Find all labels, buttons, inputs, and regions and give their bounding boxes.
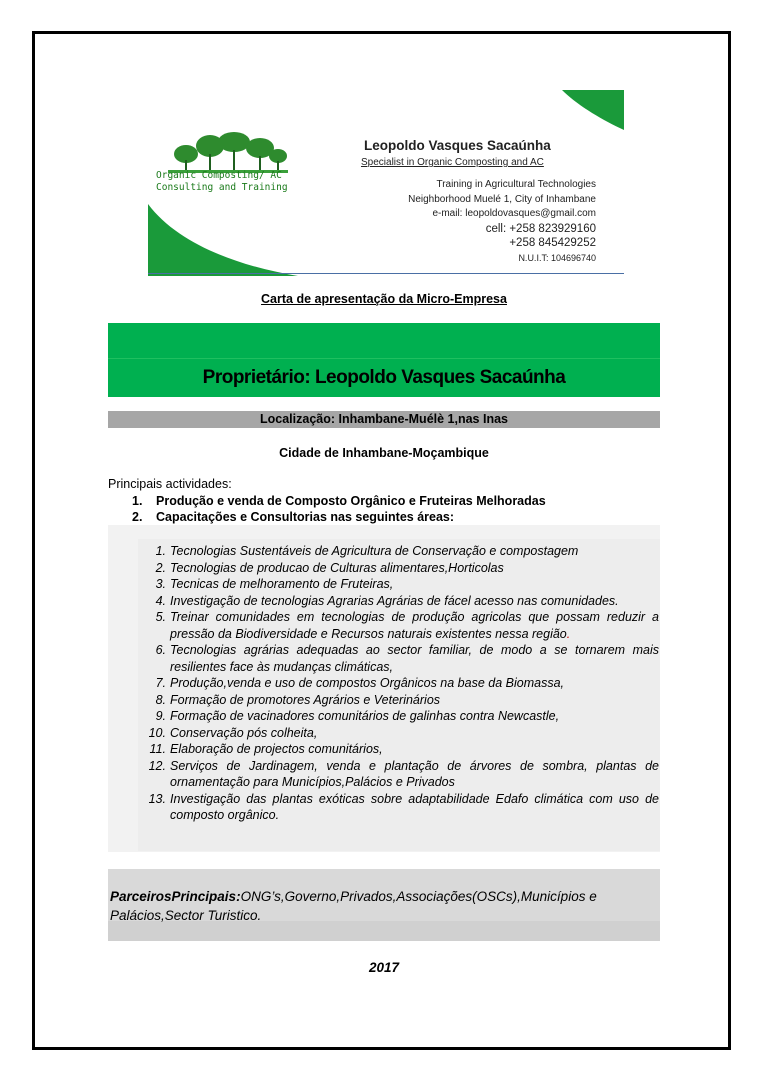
list-item <box>108 493 546 509</box>
list-item <box>138 560 659 577</box>
list-text: Treinar comunidades em tecnologias de produção agricolas que possam reduzir a pressão da Biodiversidade e Recursos naturais existentes nessa região <box>170 610 659 641</box>
card-contact-info <box>408 178 596 265</box>
card-email: e-mail: leopoldovasques@gmail.com <box>432 208 596 219</box>
org-line-2: Consulting and Training <box>156 182 288 193</box>
partners-list: ONG’s,Governo,Privados,Associações(OSCs),Municípios e Palácios,Sector Turistico. <box>110 889 597 923</box>
list-text: Conservação pós colheita, <box>170 725 318 740</box>
list-item <box>138 791 659 824</box>
card-training: Training in Agricultural Technologies <box>436 179 596 190</box>
list-item <box>138 675 659 692</box>
card-specialty: Specialist in Organic Composting and AC <box>361 157 544 168</box>
owner-banner <box>108 323 660 397</box>
list-number: 9. <box>155 709 166 723</box>
list-text: Formação de vacinadores comunitários de galinhas contra Newcastle, <box>170 709 560 723</box>
list-item <box>138 642 659 675</box>
list-number: 1. <box>132 494 143 508</box>
org-line-1: Organic Composting/ AC <box>156 170 282 181</box>
green-corner-decoration <box>562 90 624 130</box>
main-activities-list <box>108 493 546 525</box>
list-text: Investigação das plantas exóticas sobre adaptabilidade Edafo climática com uso de composto orgânico. <box>170 791 659 822</box>
list-number: 6. <box>155 643 166 657</box>
document-year: 2017 <box>368 960 400 975</box>
list-number: 12. <box>148 758 166 773</box>
card-cell-1: cell: +258 823929160 <box>485 222 596 235</box>
list-text: Capacitações e Consultorias nas seguintes áreas: <box>156 510 455 524</box>
card-cell-2: +258 845429252 <box>509 237 596 249</box>
list-text: Produção e venda de Composto Orgânico e Fruteiras Melhoradas <box>156 494 546 508</box>
list-text-tail: . <box>566 626 571 641</box>
list-number: 13. <box>148 791 166 806</box>
list-number: 3. <box>155 577 166 591</box>
partners-label: ParceirosPrincipais: <box>110 889 241 904</box>
list-text: Tecnologias Sustentáveis de Agricultura de Conservação e compostagem <box>170 544 579 558</box>
list-text: Formação de promotores Agrários e Veterinários <box>170 692 441 707</box>
partners-text <box>110 887 658 925</box>
list-number: 2. <box>132 510 143 524</box>
list-text: Produção,venda e uso de compostos Orgânicos na base da Biomassa, <box>170 676 564 690</box>
list-number: 8. <box>155 692 166 707</box>
owner-name: Proprietário: Leopoldo Vasques Sacaúnha <box>202 367 566 388</box>
list-number: 11. <box>149 742 166 756</box>
card-address: Neighborhood Muelé 1, City of Inhambane <box>408 193 596 205</box>
list-item <box>138 758 659 791</box>
location-bar: Localização: Inhambane-Muélè 1,nas Inas <box>108 411 660 428</box>
business-card-header <box>148 90 624 276</box>
banner-divider <box>108 358 660 359</box>
list-number: 5. <box>155 610 166 624</box>
partners-section <box>108 869 660 941</box>
list-number: 4. <box>155 593 166 608</box>
list-number: 7. <box>155 676 166 690</box>
green-wave-decoration <box>148 204 298 276</box>
list-text: Tecnicas de melhoramento de Fruteiras, <box>170 577 394 591</box>
list-item <box>138 593 659 610</box>
organization-name <box>156 170 288 194</box>
list-number: 1. <box>155 544 166 558</box>
list-text: Tecnologias de producao de Culturas alimentares,Horticolas <box>170 560 504 575</box>
list-number: 10. <box>148 725 166 740</box>
list-item <box>108 509 546 525</box>
card-divider <box>148 273 624 274</box>
activities-label: Principais actividades: <box>108 477 232 491</box>
list-item <box>138 741 659 758</box>
card-owner-name: Leopoldo Vasques Sacaúnha <box>364 138 551 153</box>
list-number: 2. <box>155 560 166 575</box>
list-item <box>138 609 659 642</box>
areas-list <box>138 543 659 824</box>
list-text: Elaboração de projectos comunitários, <box>170 742 383 756</box>
list-item <box>138 725 659 742</box>
list-item <box>138 708 659 725</box>
list-item <box>138 543 659 560</box>
list-item <box>138 692 659 709</box>
list-text: Investigação de tecnologias Agrarias Agrárias de fácel acesso nas comunidades. <box>170 593 619 608</box>
list-item <box>138 576 659 593</box>
card-nuit: N.U.I.T: 104696740 <box>518 252 596 263</box>
document-title: Carta de apresentação da Micro-Empresa <box>261 292 507 306</box>
list-text: Tecnologias agrárias adequadas ao sector familiar, de modo a se tornarem mais resilientes face às mudanças climáticas, <box>170 643 659 674</box>
trees-logo-icon <box>168 132 288 174</box>
city-line: Cidade de Inhambane-Moçambique <box>279 446 489 460</box>
list-text: Serviços de Jardinagem, venda e plantação de árvores de sombra, plantas de ornamentação para Municípios,Palácios e Privados <box>170 758 659 789</box>
